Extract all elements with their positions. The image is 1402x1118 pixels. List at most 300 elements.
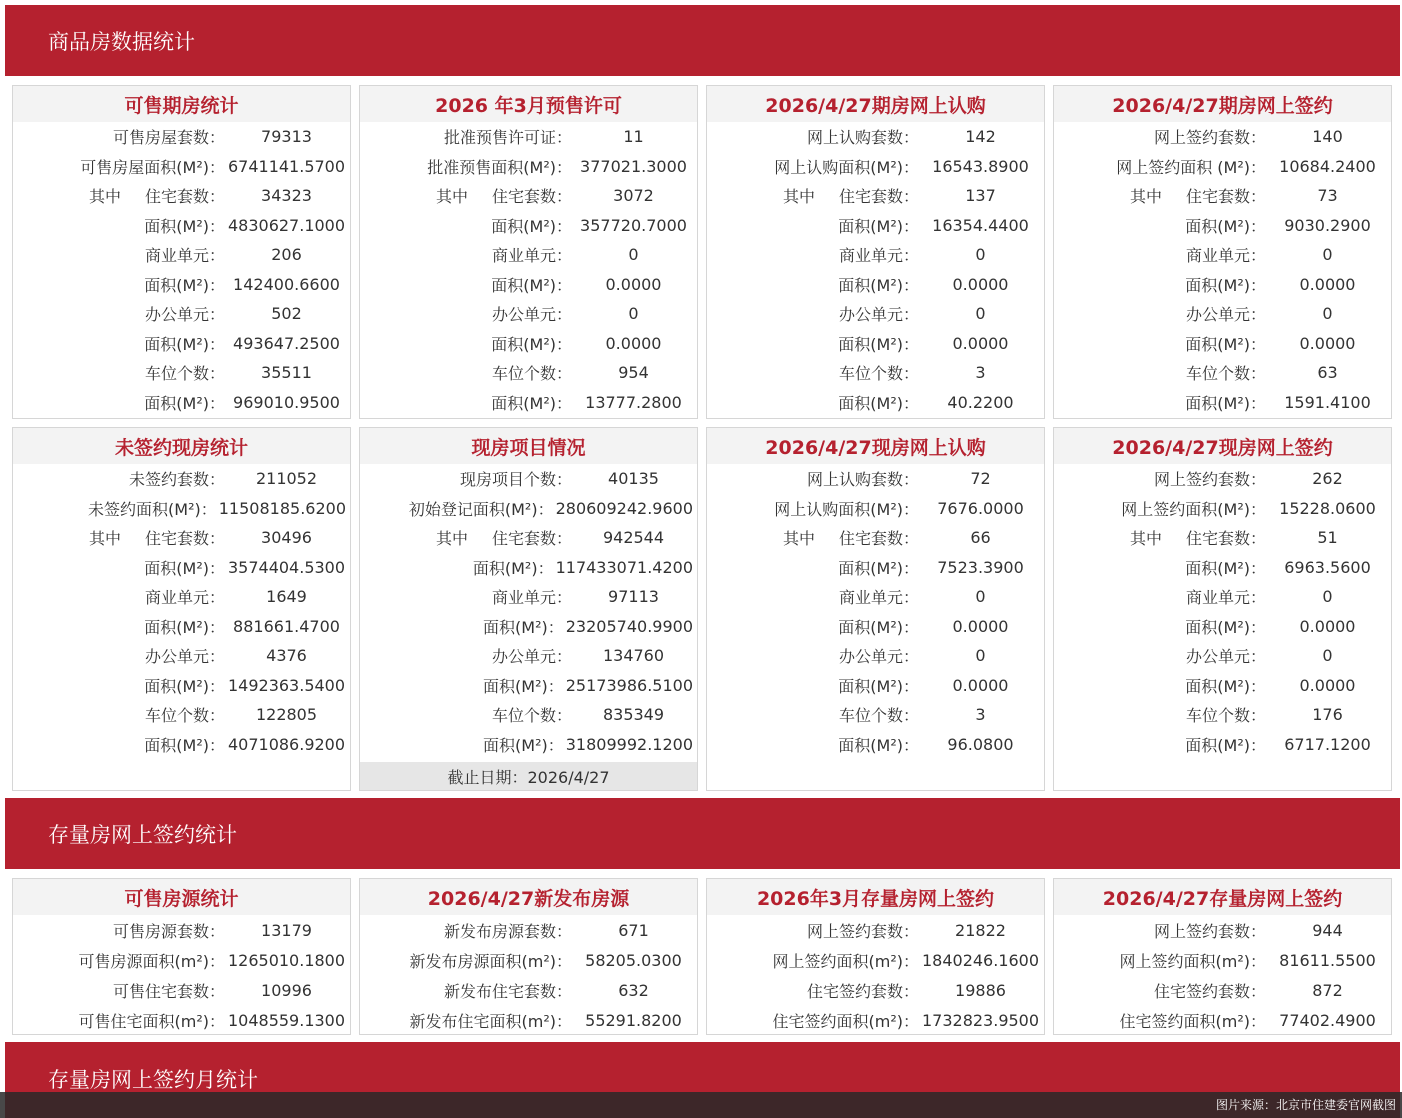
stat-label: 可售住宅套数： xyxy=(112,981,225,1001)
stat-label: 商业单元： xyxy=(491,588,572,608)
stat-value: 280609242.9600 xyxy=(555,498,693,518)
stat-label: 面积(M²)： xyxy=(1185,275,1266,295)
stat-value: 0.0000 xyxy=(605,333,662,353)
stat-value: 206 xyxy=(271,245,302,265)
stat-value: 25173986.5100 xyxy=(565,675,693,695)
stat-label: 车位个数： xyxy=(838,706,919,726)
stat-row xyxy=(707,122,1044,152)
stat-label-cell xyxy=(13,184,227,207)
stat-label: 住宅套数： xyxy=(144,529,225,549)
stat-value: 4830627.1000 xyxy=(227,215,346,235)
stat-label: 办公单元： xyxy=(491,647,572,667)
stat-value: 96.0800 xyxy=(947,734,1014,754)
stat-label: 车位个数： xyxy=(838,364,919,384)
stat-value: 176 xyxy=(1312,705,1343,725)
stat-row xyxy=(1054,270,1391,300)
stat-label-cell xyxy=(13,391,227,414)
stat-label: 办公单元： xyxy=(144,647,225,667)
stat-row xyxy=(1054,464,1391,494)
stat-label: 商业单元： xyxy=(838,246,919,266)
stat-label-cell xyxy=(1054,467,1268,490)
stat-label-cell xyxy=(1054,361,1268,384)
stat-label-cell xyxy=(1054,155,1268,178)
stat-value: 377021.3000 xyxy=(580,156,687,176)
stat-label-cell xyxy=(360,703,574,726)
stat-label-cell xyxy=(1054,703,1268,726)
stat-panel xyxy=(359,85,698,419)
stat-value: 1840246.1600 xyxy=(921,950,1040,970)
stat-row xyxy=(1054,671,1391,701)
stat-value: 142 xyxy=(965,127,996,147)
stat-label-cell xyxy=(13,125,227,148)
stat-label: 面积(M²)： xyxy=(1185,735,1266,755)
stat-label-cell xyxy=(1054,497,1268,520)
stat-label: 办公单元： xyxy=(491,305,572,325)
panel-rows xyxy=(1054,122,1391,417)
stat-row xyxy=(1054,358,1391,388)
stat-value: 30496 xyxy=(261,528,312,548)
stat-prefix: 其中 xyxy=(782,529,815,549)
stat-label: 面积(M²)： xyxy=(838,617,919,637)
stat-row xyxy=(1054,494,1391,524)
stat-label: 面积(M²)： xyxy=(838,275,919,295)
stat-value: 0 xyxy=(975,304,986,324)
stat-label: 新发布房源套数： xyxy=(443,921,572,941)
stat-label: 住宅套数： xyxy=(1185,187,1266,207)
stat-label-cell xyxy=(707,526,921,549)
stat-row xyxy=(707,523,1044,553)
stat-label: 商业单元： xyxy=(1185,588,1266,608)
stat-row xyxy=(360,329,697,359)
stat-row xyxy=(360,211,697,241)
stat-label-cell xyxy=(13,332,227,355)
stat-label: 商业单元： xyxy=(144,588,225,608)
stat-row xyxy=(360,975,697,1005)
stat-label-cell xyxy=(707,243,921,266)
stat-value: 211052 xyxy=(255,469,318,489)
stat-row xyxy=(360,299,697,329)
stat-label: 网上签约面积(m²)： xyxy=(1119,951,1266,971)
stat-row xyxy=(707,1005,1044,1035)
stat-row xyxy=(13,671,350,701)
stat-label: 初始登记面积(M²)： xyxy=(408,499,554,519)
stat-label-cell xyxy=(1054,919,1268,942)
stat-row xyxy=(1054,523,1391,553)
stat-value: 0.0000 xyxy=(1299,675,1356,695)
stat-row xyxy=(1054,122,1391,152)
stat-row xyxy=(13,553,350,583)
stat-row xyxy=(360,270,697,300)
stat-value: 11 xyxy=(623,127,644,147)
stat-label: 住宅套数： xyxy=(491,529,572,549)
stat-label-cell xyxy=(13,1009,227,1032)
stat-label: 面积(M²)： xyxy=(1185,334,1266,354)
stat-value: 40.2200 xyxy=(947,392,1014,412)
stat-label-cell xyxy=(1054,302,1268,325)
stat-row xyxy=(1054,700,1391,730)
cutoff-date: 截止日期：2026/4/27 xyxy=(360,762,697,790)
stat-label-cell xyxy=(707,273,921,296)
stat-row xyxy=(360,1005,697,1035)
stat-row xyxy=(707,612,1044,642)
stat-row xyxy=(707,700,1044,730)
stat-label-cell xyxy=(360,243,574,266)
stat-label-cell xyxy=(707,155,921,178)
panel-title: 2026/4/27新发布房源 xyxy=(360,879,697,915)
stat-row xyxy=(360,523,697,553)
stat-label-cell xyxy=(707,214,921,237)
stat-row xyxy=(707,329,1044,359)
stat-label-cell xyxy=(13,644,227,667)
stat-row xyxy=(13,582,350,612)
panel-title: 2026/4/27期房网上认购 xyxy=(707,86,1044,122)
stat-row xyxy=(13,240,350,270)
stat-label: 面积(M²)： xyxy=(483,676,564,696)
panel-title: 2026 年3月预售许可 xyxy=(360,86,697,122)
stat-label: 面积(M²)： xyxy=(144,617,225,637)
stat-label: 面积(M²)： xyxy=(838,393,919,413)
stat-label: 车位个数： xyxy=(491,364,572,384)
stat-label: 办公单元： xyxy=(1185,647,1266,667)
stat-value: 63 xyxy=(1317,363,1338,383)
stat-label-cell xyxy=(360,949,574,972)
stat-row xyxy=(707,582,1044,612)
stat-row xyxy=(13,523,350,553)
stat-value: 10684.2400 xyxy=(1279,156,1376,176)
panel-rows xyxy=(360,464,697,759)
stat-value: 7676.0000 xyxy=(937,498,1024,518)
stat-label: 面积(M²)： xyxy=(838,558,919,578)
stat-label: 网上签约套数： xyxy=(1153,921,1266,941)
stat-value: 0 xyxy=(975,646,986,666)
stat-row xyxy=(13,945,350,975)
stat-label: 住宅套数： xyxy=(491,187,572,207)
stat-value: 942544 xyxy=(602,528,665,548)
stat-row xyxy=(13,612,350,642)
stat-row xyxy=(1054,299,1391,329)
stat-label: 网上签约套数： xyxy=(1153,128,1266,148)
stat-label-cell xyxy=(1054,184,1268,207)
stat-row xyxy=(360,553,697,583)
stat-value: 40135 xyxy=(608,469,659,489)
panel-title: 2026/4/27存量房网上签约 xyxy=(1054,879,1391,915)
stat-label-cell xyxy=(13,243,227,266)
stat-label: 网上签约面积(m²)： xyxy=(772,951,919,971)
panel-rows xyxy=(1054,464,1391,759)
stat-label: 车位个数： xyxy=(144,364,225,384)
stat-value: 0 xyxy=(628,304,639,324)
stat-value: 0.0000 xyxy=(952,333,1009,353)
stat-row xyxy=(13,700,350,730)
stat-label: 网上签约套数： xyxy=(1153,470,1266,490)
stat-label-cell xyxy=(1054,615,1268,638)
stat-label-cell xyxy=(1054,125,1268,148)
stat-row xyxy=(707,975,1044,1005)
stat-label: 面积(M²)： xyxy=(838,216,919,236)
stat-label: 面积(M²)： xyxy=(483,617,564,637)
stat-value: 502 xyxy=(271,304,302,324)
stat-label-cell xyxy=(360,979,574,1002)
stat-label: 网上签约套数： xyxy=(806,921,919,941)
stat-label: 面积(M²)： xyxy=(144,275,225,295)
stat-value: 6717.1200 xyxy=(1284,734,1371,754)
panel-rows xyxy=(13,122,350,417)
stat-label-cell xyxy=(360,273,574,296)
stat-row xyxy=(360,641,697,671)
stat-row xyxy=(13,152,350,182)
section-title: 存量房网上签约月统计 xyxy=(48,1068,258,1092)
stat-value: 3 xyxy=(975,705,986,725)
stat-label: 住宅签约套数： xyxy=(806,981,919,1001)
stat-label: 商业单元： xyxy=(144,246,225,266)
stat-value: 73 xyxy=(1317,186,1338,206)
stat-label-cell xyxy=(1054,585,1268,608)
stat-label-cell xyxy=(1054,526,1268,549)
stat-value: 15228.0600 xyxy=(1279,498,1376,518)
stat-row xyxy=(1054,641,1391,671)
stat-label-cell xyxy=(707,674,921,697)
stat-label-cell xyxy=(360,674,566,697)
stat-prefix: 其中 xyxy=(435,529,468,549)
panel-title: 2026/4/27期房网上签约 xyxy=(1054,86,1391,122)
panel-rows xyxy=(13,915,350,1035)
stat-label-cell xyxy=(13,674,227,697)
stat-value: 872 xyxy=(1312,980,1343,1000)
image-caption: 图片来源：北京市住建委官网截图 xyxy=(0,1092,1402,1118)
stat-label: 住宅签约面积(m²)： xyxy=(1119,1011,1266,1031)
stat-row xyxy=(13,358,350,388)
stat-row xyxy=(13,329,350,359)
stat-label: 面积(M²)： xyxy=(838,334,919,354)
stat-label: 新发布住宅套数： xyxy=(443,981,572,1001)
stat-value: 4071086.9200 xyxy=(227,734,346,754)
stat-value: 117433071.4200 xyxy=(555,557,693,577)
stat-row xyxy=(13,641,350,671)
stat-row xyxy=(1054,181,1391,211)
stat-value: 122805 xyxy=(255,705,318,725)
stat-label-cell xyxy=(707,125,921,148)
panel-title: 2026年3月存量房网上签约 xyxy=(707,879,1044,915)
stat-panel xyxy=(706,878,1045,1035)
row-new-housing-forward xyxy=(12,85,1393,419)
stat-value: 0 xyxy=(975,245,986,265)
stat-label: 面积(M²)： xyxy=(838,735,919,755)
stat-label: 车位个数： xyxy=(1185,364,1266,384)
stat-row xyxy=(707,671,1044,701)
stat-row xyxy=(707,152,1044,182)
panel-title: 现房项目情况 xyxy=(360,428,697,464)
stat-label: 网上认购面积(M²)： xyxy=(774,157,919,177)
stat-label: 面积(M²)： xyxy=(472,558,554,578)
panel-title: 2026/4/27现房网上认购 xyxy=(707,428,1044,464)
stat-label: 面积(M²)： xyxy=(491,393,572,413)
stat-row xyxy=(707,358,1044,388)
stat-row xyxy=(13,730,350,760)
stat-value: 1591.4100 xyxy=(1284,392,1371,412)
stat-label-cell xyxy=(360,526,574,549)
stat-label-cell xyxy=(360,361,574,384)
section-header-new-housing xyxy=(5,5,1400,76)
panel-rows xyxy=(707,122,1044,417)
stat-row xyxy=(1054,915,1391,945)
row-new-housing-existing xyxy=(12,427,1393,791)
stat-row xyxy=(1054,945,1391,975)
stat-label-cell xyxy=(13,273,227,296)
stat-row xyxy=(707,641,1044,671)
stat-label-cell xyxy=(707,467,921,490)
stat-label: 面积(M²)： xyxy=(144,558,225,578)
stat-value: 3574404.5300 xyxy=(227,557,346,577)
stat-value: 0.0000 xyxy=(952,675,1009,695)
stat-value: 0.0000 xyxy=(952,616,1009,636)
stat-label: 批准预售面积(M²)： xyxy=(427,157,572,177)
stat-row xyxy=(707,299,1044,329)
stat-label-cell xyxy=(1054,214,1268,237)
stat-value: 10996 xyxy=(261,980,312,1000)
stat-value: 35511 xyxy=(261,363,312,383)
stat-label-cell xyxy=(13,155,227,178)
stat-panel xyxy=(12,427,351,791)
stat-label-cell xyxy=(13,585,227,608)
stat-row xyxy=(1054,553,1391,583)
stat-value: 11508185.6200 xyxy=(218,498,346,518)
stat-label: 网上认购面积(M²)： xyxy=(774,499,919,519)
stat-label: 商业单元： xyxy=(838,588,919,608)
stat-label-cell xyxy=(707,644,921,667)
stat-label: 可售住宅面积(m²)： xyxy=(78,1011,225,1031)
stat-label: 可售房屋面积(M²)： xyxy=(80,157,225,177)
stat-value: 1048559.1300 xyxy=(227,1010,346,1030)
stat-row xyxy=(360,122,697,152)
stat-row xyxy=(13,181,350,211)
stat-label-cell xyxy=(1054,273,1268,296)
stat-row xyxy=(1054,211,1391,241)
stat-value: 0.0000 xyxy=(1299,274,1356,294)
stat-prefix: 其中 xyxy=(1129,187,1162,207)
stat-label-cell xyxy=(13,979,227,1002)
stat-panel xyxy=(359,427,698,791)
stat-value: 357720.7000 xyxy=(580,215,687,235)
stat-label-cell xyxy=(707,332,921,355)
stat-row xyxy=(360,945,697,975)
stat-label-cell xyxy=(360,644,574,667)
stat-row xyxy=(13,299,350,329)
stat-row xyxy=(1054,152,1391,182)
stat-panel xyxy=(706,85,1045,419)
stat-row xyxy=(1054,240,1391,270)
stat-label: 新发布住宅面积(m²)： xyxy=(409,1011,572,1031)
stat-value: 137 xyxy=(965,186,996,206)
stat-label-cell xyxy=(1054,556,1268,579)
stat-value: 0.0000 xyxy=(1299,333,1356,353)
stat-row xyxy=(13,388,350,418)
stat-value: 0.0000 xyxy=(952,274,1009,294)
stat-label-cell xyxy=(360,919,574,942)
stat-row xyxy=(13,1005,350,1035)
stat-panel xyxy=(12,878,351,1035)
panel-title: 2026/4/27现房网上签约 xyxy=(1054,428,1391,464)
stat-value: 34323 xyxy=(261,186,312,206)
stat-value: 55291.8200 xyxy=(585,1010,682,1030)
stat-value: 0.0000 xyxy=(1299,616,1356,636)
stat-label: 网上签约面积 (M²)： xyxy=(1116,157,1266,177)
stat-row xyxy=(13,975,350,1005)
stat-label: 可售房源套数： xyxy=(112,921,225,941)
stat-label: 未签约套数： xyxy=(128,470,225,490)
stat-label: 面积(M²)： xyxy=(838,676,919,696)
stat-label: 面积(M²)： xyxy=(483,735,564,755)
stat-label: 商业单元： xyxy=(1185,246,1266,266)
stat-label-cell xyxy=(707,184,921,207)
stat-label-cell xyxy=(707,302,921,325)
row-resale xyxy=(12,878,1393,1035)
stat-label: 网上签约面积(M²)： xyxy=(1121,499,1266,519)
stat-label-cell xyxy=(360,391,574,414)
stat-row xyxy=(707,730,1044,760)
stat-value: 21822 xyxy=(955,920,1006,940)
stat-value: 81611.5500 xyxy=(1279,950,1376,970)
stat-value: 66 xyxy=(970,528,991,548)
stat-prefix: 其中 xyxy=(88,187,121,207)
stat-row xyxy=(360,388,697,418)
stat-label-cell xyxy=(360,1009,574,1032)
stat-label-cell xyxy=(13,467,227,490)
stat-label-cell xyxy=(1054,243,1268,266)
stat-label-cell xyxy=(1054,949,1268,972)
stat-value: 51 xyxy=(1317,528,1338,548)
stat-label: 住宅套数： xyxy=(838,529,919,549)
stat-label: 住宅签约套数： xyxy=(1153,981,1266,1001)
stat-label-cell xyxy=(13,733,227,756)
stat-label: 办公单元： xyxy=(838,647,919,667)
stat-label-cell xyxy=(707,919,921,942)
stat-value: 58205.0300 xyxy=(585,950,682,970)
stat-value: 4376 xyxy=(266,646,307,666)
stat-value: 0 xyxy=(975,587,986,607)
stat-row xyxy=(707,553,1044,583)
stat-label-cell xyxy=(13,302,227,325)
stat-row xyxy=(360,494,697,524)
stat-label: 面积(M²)： xyxy=(1185,393,1266,413)
stat-value: 0 xyxy=(628,245,639,265)
stat-value: 969010.9500 xyxy=(233,392,340,412)
stat-value: 1649 xyxy=(266,587,307,607)
stat-row xyxy=(707,211,1044,241)
stat-row xyxy=(707,240,1044,270)
stat-value: 6963.5600 xyxy=(1284,557,1371,577)
stat-value: 0 xyxy=(1322,587,1333,607)
stat-label-cell xyxy=(707,361,921,384)
stat-row xyxy=(1054,730,1391,760)
panel-rows xyxy=(13,464,350,759)
stat-label-cell xyxy=(707,703,921,726)
stat-label-cell xyxy=(13,556,227,579)
stat-label-cell xyxy=(360,125,574,148)
stat-label-cell xyxy=(360,615,566,638)
stat-row xyxy=(360,464,697,494)
stat-panel xyxy=(1053,85,1392,419)
stat-label: 住宅套数： xyxy=(838,187,919,207)
stat-value: 13777.2800 xyxy=(585,392,682,412)
stat-label-cell xyxy=(13,214,227,237)
stat-value: 671 xyxy=(618,920,649,940)
panel-title: 可售期房统计 xyxy=(13,86,350,122)
stat-label-cell xyxy=(360,184,574,207)
panel-rows xyxy=(360,122,697,417)
stat-value: 954 xyxy=(618,363,649,383)
stat-label: 住宅套数： xyxy=(1185,529,1266,549)
stat-row xyxy=(707,945,1044,975)
